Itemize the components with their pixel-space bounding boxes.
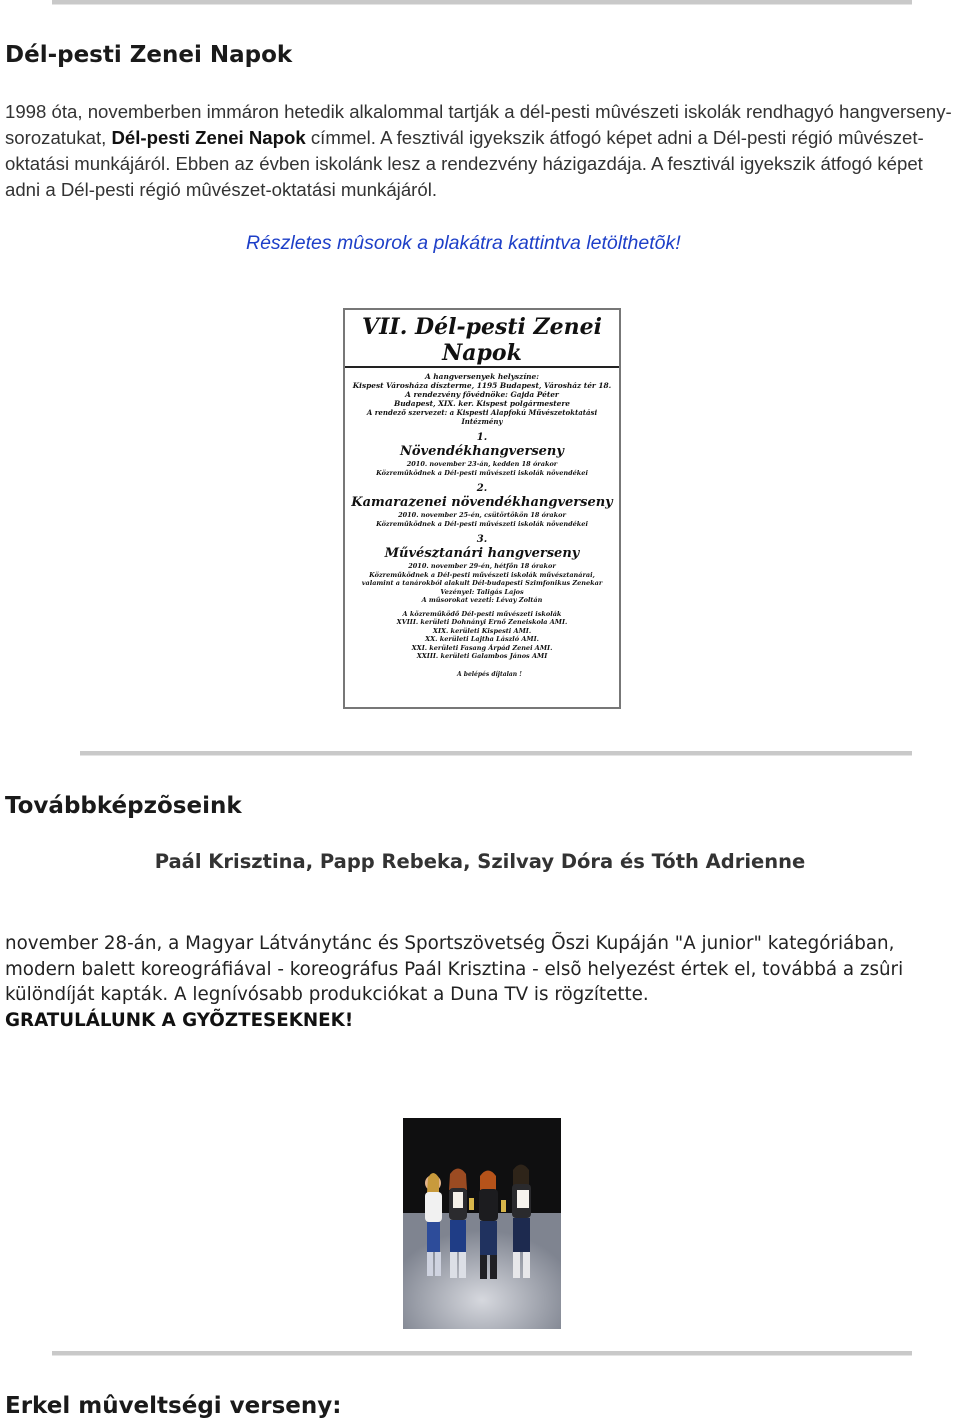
- section-title-tovabbkepzo: Továbbképzõseink: [5, 793, 242, 819]
- poster-event-3-line-1: Közreműködnek a Dél-pesti művészeti iskolák művésztanárai,: [369, 570, 595, 579]
- poster-event-2-title: Kamarazenei növendékhangverseny: [351, 495, 613, 510]
- intro-text-1: 1998 óta, novemberben immáron hetedik alkalommal tartják a dél-pesti mûvészeti iskolák rendhagyó hangverseny-sorozatukat,: [5, 101, 952, 148]
- poster-title: VII. Dél-pesti Zenei Napok: [345, 314, 619, 368]
- poster-event-1-number: 1.: [476, 432, 488, 443]
- poster-event-3-number: 3.: [476, 534, 488, 545]
- del-pesti-intro: [5, 99, 955, 203]
- festival-poster-image[interactable]: [343, 308, 621, 709]
- poster-event-1-title: Növendékhangverseny: [400, 444, 564, 459]
- group-photo-illustration: [403, 1118, 561, 1329]
- poster-footer: A belépés díjtalan !: [457, 670, 522, 678]
- poster-event-3-date: 2010. november 29-én, hétfőn 18 órakor: [408, 562, 556, 570]
- middle-divider: [80, 751, 912, 756]
- poster-patron-2: Budapest, XIX. ker. Kispest polgármestere: [394, 399, 570, 408]
- poster-event-1-performers: Közreműködnek a Dél-pesti művészeti iskolák növendékei: [376, 468, 588, 477]
- top-divider: [52, 0, 912, 5]
- poster-venue-head: A hangversenyek helyszíne:: [425, 372, 539, 381]
- poster-event-2-date: 2010. november 25-én, csütörtökön 18 órakor: [398, 511, 566, 519]
- poster-event-3-title: Művésztanári hangverseny: [384, 546, 580, 561]
- poster-download-link[interactable]: Részletes mûsorok a plakátra kattintva letölthetõk!: [246, 232, 681, 254]
- intro-text-2: címmel. A fesztivál igyekszik átfogó képet adni a Dél-pesti régió mûvészet-oktatási munkájáról. Ebben az évben iskolánk lesz a rendezvény házigazdája. A fesztivál igyekszik átfogó képet adni a Dél-pesti régió mûvészet-oktatási munkájáról.: [5, 127, 924, 200]
- poster-school-3: XX. kerületi Lajtha László AMI.: [425, 635, 539, 643]
- poster-school-5: XXIII. kerületi Galambos János AMI: [416, 652, 548, 660]
- poster-school-4: XXI. kerületi Fasang Árpád Zenei AMI.: [411, 643, 553, 652]
- section-title-erkel: Erkel mûveltségi verseny:: [5, 1393, 342, 1419]
- competition-text: november 28-án, a Magyar Látványtánc és Sportszövetség Õszi Kupáján "A junior" kategóriában, modern balett koreográfiával - koreográfus Paál Krisztina - elsõ helyezést értek el, továbbá a zsûri különdíját kapták. A legnívósabb produkciókat a Duna TV is rögzítette.: [5, 933, 904, 1005]
- congratulations-text: GRATULÁLUNK A GYÕZTESEKNEK!: [5, 1009, 354, 1031]
- winners-group-photo: [403, 1118, 561, 1329]
- poster-event-2-performers: Közreműködnek a Dél-pesti művészeti iskolák növendékei: [376, 519, 588, 528]
- poster-school-2: XIX. kerületi Kispesti AMI.: [432, 626, 532, 635]
- poster-event-3-line-3: Vezényel: Taligás Lajos: [440, 587, 524, 596]
- poster-schools-head: A közreműködő Dél-pesti művészeti iskolák: [402, 609, 562, 618]
- poster-venue: Kispest Városháza díszterme, 1195 Budapest, Városház tér 18.: [352, 381, 612, 390]
- bottom-divider: [52, 1351, 912, 1356]
- poster-event-1-date: 2010. november 23-án, kedden 18 órakor: [406, 460, 558, 468]
- competition-report: [5, 931, 957, 1033]
- poster-patron-1: A rendezvény fővédnöke: Gajda Péter: [405, 390, 559, 399]
- poster-event-3-line-4: A műsorokat vezeti: Lévay Zoltán: [421, 596, 543, 604]
- poster-school-1: XVIII. kerületi Dohnányi Ernő Zeneiskola AMI.: [396, 618, 568, 626]
- student-names: Paál Krisztina, Papp Rebeka, Szilvay Dóra és Tóth Adrienne: [154, 850, 806, 873]
- section-title-del-pesti: Dél-pesti Zenei Napok: [5, 42, 293, 68]
- poster-event-3-line-2: valamint a tanárokból alakult Dél-budapesti Szimfonikus Zenekar: [361, 579, 603, 587]
- poster-organizer: A rendező szervezet: a Kispesti Alapfokú Művészetoktatási Intézmény: [366, 408, 598, 426]
- poster-event-2-number: 2.: [476, 483, 488, 494]
- intro-bold-name: Dél-pesti Zenei Napok: [111, 127, 306, 148]
